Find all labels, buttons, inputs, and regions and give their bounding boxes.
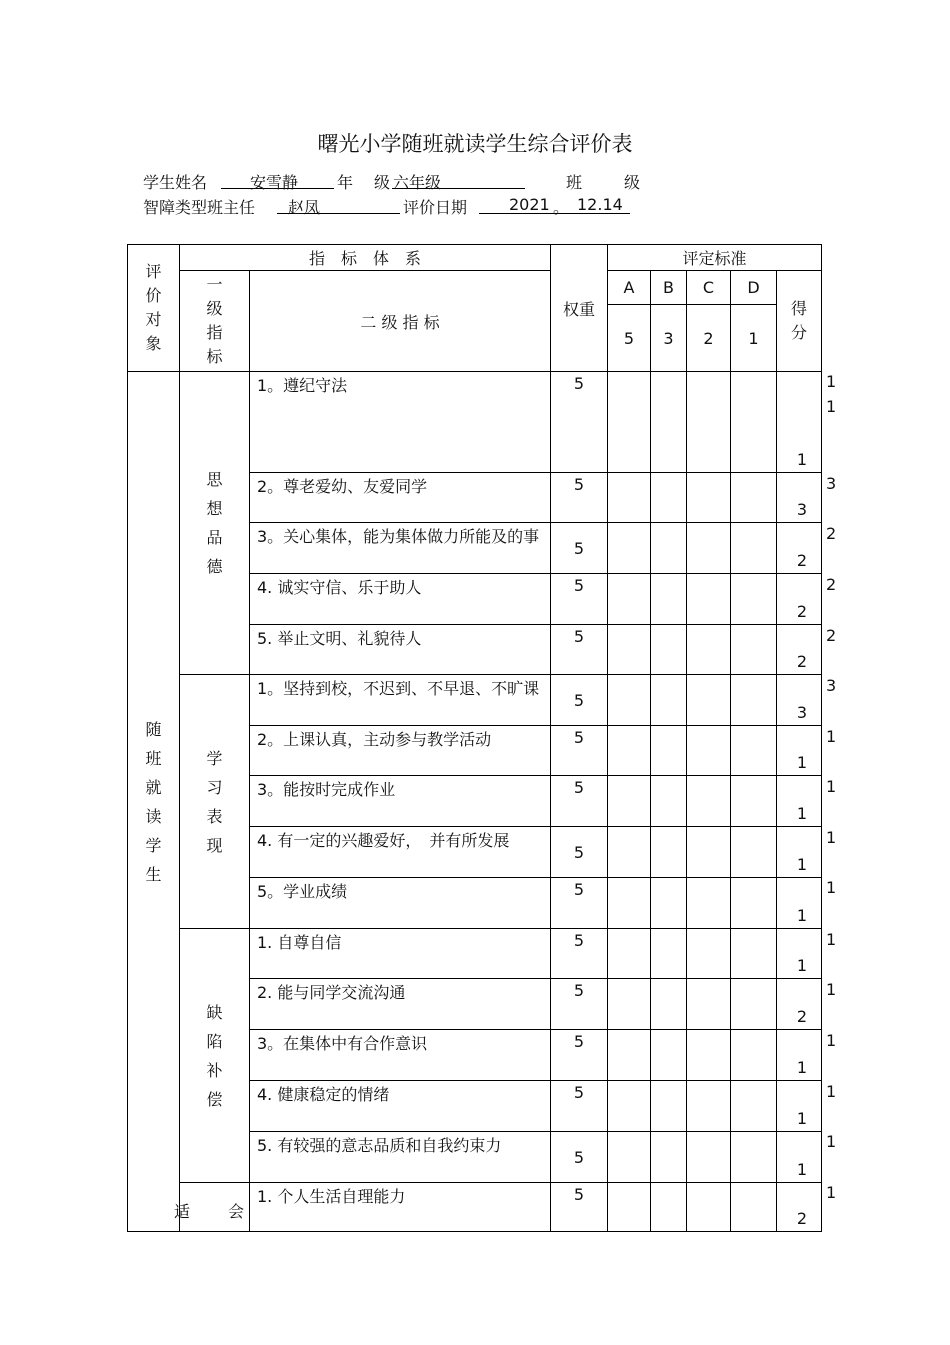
weight-value: 5 [551, 675, 608, 726]
outside-digit: 2 [826, 626, 837, 645]
indicator-text: 4. 诚实守信、乐于助人 [250, 574, 551, 625]
weight-value: 5 [551, 372, 608, 473]
weight-value: 5 [551, 1132, 608, 1183]
grade-b-cell [651, 473, 687, 523]
grade-d-cell [731, 523, 777, 574]
grade-value: 六年级 [393, 173, 442, 192]
outside-digit: 1 [826, 878, 837, 897]
grade-c-cell [687, 473, 731, 523]
score-cell: 1 [777, 1030, 822, 1081]
class-label-1: 班 [566, 173, 583, 192]
grade-b-cell [651, 372, 687, 473]
grade-d-cell [731, 878, 777, 929]
grade-a-cell [608, 1183, 651, 1232]
grade-d-cell [731, 929, 777, 979]
weight-value: 5 [551, 473, 608, 523]
weight-value: 5 [551, 1183, 608, 1232]
outside-digit: 1 [826, 1183, 837, 1202]
grade-c-cell [687, 625, 731, 675]
grade-a-cell [608, 776, 651, 827]
indicator-text: 2。尊老爱幼、友爱同学 [250, 473, 551, 523]
grade-a-cell [608, 372, 651, 473]
date-year: 2021 [509, 195, 550, 214]
grade-b-cell [651, 726, 687, 776]
indicator-text: 1. 个人生活自理能力 [250, 1183, 551, 1232]
outside-digit: 2 [826, 575, 837, 594]
grade-b-cell [651, 1183, 687, 1232]
outside-digit: 1 [826, 828, 837, 847]
group-adapt-left: 适 [174, 1202, 191, 1221]
grade-b-cell [651, 625, 687, 675]
header-level1: 一 级 指 标 [180, 271, 250, 372]
grade-a-cell [608, 1030, 651, 1081]
indicator-text: 1。遵纪守法 [250, 372, 551, 473]
grade-a-cell [608, 473, 651, 523]
grade-b-cell [651, 1030, 687, 1081]
score-cell: 2 [777, 1183, 822, 1232]
outside-digit: 3 [826, 474, 837, 493]
grade-b-cell [651, 979, 687, 1030]
grade-d-cell [731, 776, 777, 827]
class-label-2: 级 [624, 173, 641, 192]
disability-teacher-label: 智障类型班主任 [143, 198, 256, 217]
date-label: 评价日期 [403, 198, 468, 217]
student-name-label: 学生姓名 [143, 173, 208, 192]
grade-a-cell [608, 523, 651, 574]
grade-d-cell [731, 574, 777, 625]
score-cell: 3 [777, 473, 822, 523]
outside-digit: 1 [826, 980, 837, 999]
grade-d-cell [731, 827, 777, 878]
grade-d-cell [731, 1030, 777, 1081]
grade-c-cell [687, 523, 731, 574]
score-cell: 2 [777, 979, 822, 1030]
grade-a-cell [608, 827, 651, 878]
grade-d: D [731, 271, 777, 305]
indicator-text: 1. 自尊自信 [250, 929, 551, 979]
grade-b-cell [651, 523, 687, 574]
grade-b-cell [651, 675, 687, 726]
indicator-text: 3。在集体中有合作意识 [250, 1030, 551, 1081]
outside-digit: 1 [826, 727, 837, 746]
outside-digit: 3 [826, 676, 837, 695]
weight-value: 5 [551, 523, 608, 574]
group-adapt-right: 会 [228, 1202, 245, 1221]
score-cell: 1 [777, 929, 822, 979]
indicator-text: 5. 举止文明、礼貌待人 [250, 625, 551, 675]
outside-digit: 1 [826, 1132, 837, 1151]
grade-a-cell [608, 979, 651, 1030]
header-score: 得 分 [777, 271, 822, 372]
grade-b-cell [651, 929, 687, 979]
grade-b-cell [651, 1081, 687, 1132]
student-name-value: 安雪静 [250, 173, 299, 192]
points-c: 2 [687, 305, 731, 372]
group-cell-adapt [174, 1183, 250, 1232]
grade-d-cell [731, 1132, 777, 1183]
group-cell-study: 学 习 表 现 [180, 675, 250, 929]
teacher-value: 赵凤 [288, 198, 321, 217]
weight-value: 5 [551, 776, 608, 827]
grade-b-cell [651, 574, 687, 625]
score-cell: 3 [777, 675, 822, 726]
date-month-day: 12.14 [577, 195, 623, 214]
grade-c-cell [687, 675, 731, 726]
grade-c-cell [687, 827, 731, 878]
grade-c-cell [687, 878, 731, 929]
indicator-text: 3。关心集体，能为集体做力所能及的事 [250, 523, 551, 574]
indicator-text: 1。坚持到校，不迟到、不早退、不旷课 [250, 675, 551, 726]
indicator-text: 3。能按时完成作业 [250, 776, 551, 827]
object-cell: 随 班 就 读 学 生 [128, 372, 180, 1232]
weight-value: 5 [551, 827, 608, 878]
weight-value: 5 [551, 625, 608, 675]
weight-value: 5 [551, 929, 608, 979]
indicator-text: 5。学业成绩 [250, 878, 551, 929]
date-separator: 。 [553, 198, 570, 217]
weight-value: 5 [551, 574, 608, 625]
score-cell: 1 [777, 827, 822, 878]
header-system: 指 标 体 系 [180, 245, 551, 271]
grade-b-cell [651, 878, 687, 929]
grade-d-cell [731, 675, 777, 726]
grade-a-cell [608, 726, 651, 776]
outside-digit: 1 [826, 372, 837, 391]
grade-c-cell [687, 726, 731, 776]
grade-d-cell [731, 726, 777, 776]
outside-digit: 2 [826, 524, 837, 543]
grade-c-cell [687, 929, 731, 979]
grade-label-1: 年 [337, 173, 354, 192]
indicator-text: 4. 健康稳定的情绪 [250, 1081, 551, 1132]
grade-d-cell [731, 1081, 777, 1132]
grade-c-cell [687, 372, 731, 473]
group-cell-morality: 思 想 品 德 [180, 372, 250, 675]
grade-a-cell [608, 929, 651, 979]
grade-label-2: 级 [374, 173, 391, 192]
grade-c: C [687, 271, 731, 305]
grade-a: A [608, 271, 651, 305]
points-a: 5 [608, 305, 651, 372]
score-cell: 1 [777, 726, 822, 776]
grade-d-cell [731, 625, 777, 675]
evaluation-table [127, 244, 822, 1232]
outside-digit: 1 [826, 777, 837, 796]
grade-a-cell [608, 675, 651, 726]
grade-b-cell [651, 827, 687, 878]
grade-a-cell [608, 574, 651, 625]
header-object: 评 价 对 象 [128, 245, 180, 372]
grade-c-cell [687, 776, 731, 827]
grade-a-cell [608, 1081, 651, 1132]
grade-d-cell [731, 1183, 777, 1232]
score-cell: 1 [777, 372, 822, 473]
indicator-text: 5. 有较强的意志品质和自我约束力 [250, 1132, 551, 1183]
score-cell: 2 [777, 574, 822, 625]
score-cell: 1 [777, 1132, 822, 1183]
grade-d-cell [731, 372, 777, 473]
page-title: 曙光小学随班就读学生综合评价表 [317, 132, 633, 156]
outside-digit: 1 [826, 1082, 837, 1101]
grade-a-cell [608, 625, 651, 675]
grade-b-cell [651, 776, 687, 827]
grade-a-cell [608, 1132, 651, 1183]
weight-value: 5 [551, 1081, 608, 1132]
grade-d-cell [731, 473, 777, 523]
grade-c-cell [687, 979, 731, 1030]
score-cell: 1 [777, 1081, 822, 1132]
score-cell: 2 [777, 625, 822, 675]
grade-a-cell [608, 878, 651, 929]
score-cell: 1 [777, 878, 822, 929]
header-standard: 评定标准 [608, 245, 822, 271]
grade-b-cell [651, 1132, 687, 1183]
grade-b: B [651, 271, 687, 305]
weight-value: 5 [551, 878, 608, 929]
weight-value: 5 [551, 726, 608, 776]
points-b: 3 [651, 305, 687, 372]
grade-c-cell [687, 1132, 731, 1183]
indicator-text: 4. 有一定的兴趣爱好， 并有所发展 [250, 827, 551, 878]
header-level2: 二 级 指 标 [250, 271, 551, 372]
points-d: 1 [731, 305, 777, 372]
score-cell: 1 [777, 776, 822, 827]
grade-c-cell [687, 1183, 731, 1232]
weight-value: 5 [551, 979, 608, 1030]
indicator-text: 2. 能与同学交流沟通 [250, 979, 551, 1030]
weight-value: 5 [551, 1030, 608, 1081]
outside-digit: 1 [826, 930, 837, 949]
score-cell: 2 [777, 523, 822, 574]
outside-digit: 1 [826, 397, 837, 416]
indicator-text: 2。上课认真，主动参与教学活动 [250, 726, 551, 776]
grade-c-cell [687, 1030, 731, 1081]
grade-c-cell [687, 1081, 731, 1132]
grade-c-cell [687, 574, 731, 625]
grade-d-cell [731, 979, 777, 1030]
header-weight: 权重 [551, 245, 608, 372]
group-cell-compensation: 缺 陷 补 偿 [180, 929, 250, 1183]
outside-digit: 1 [826, 1031, 837, 1050]
